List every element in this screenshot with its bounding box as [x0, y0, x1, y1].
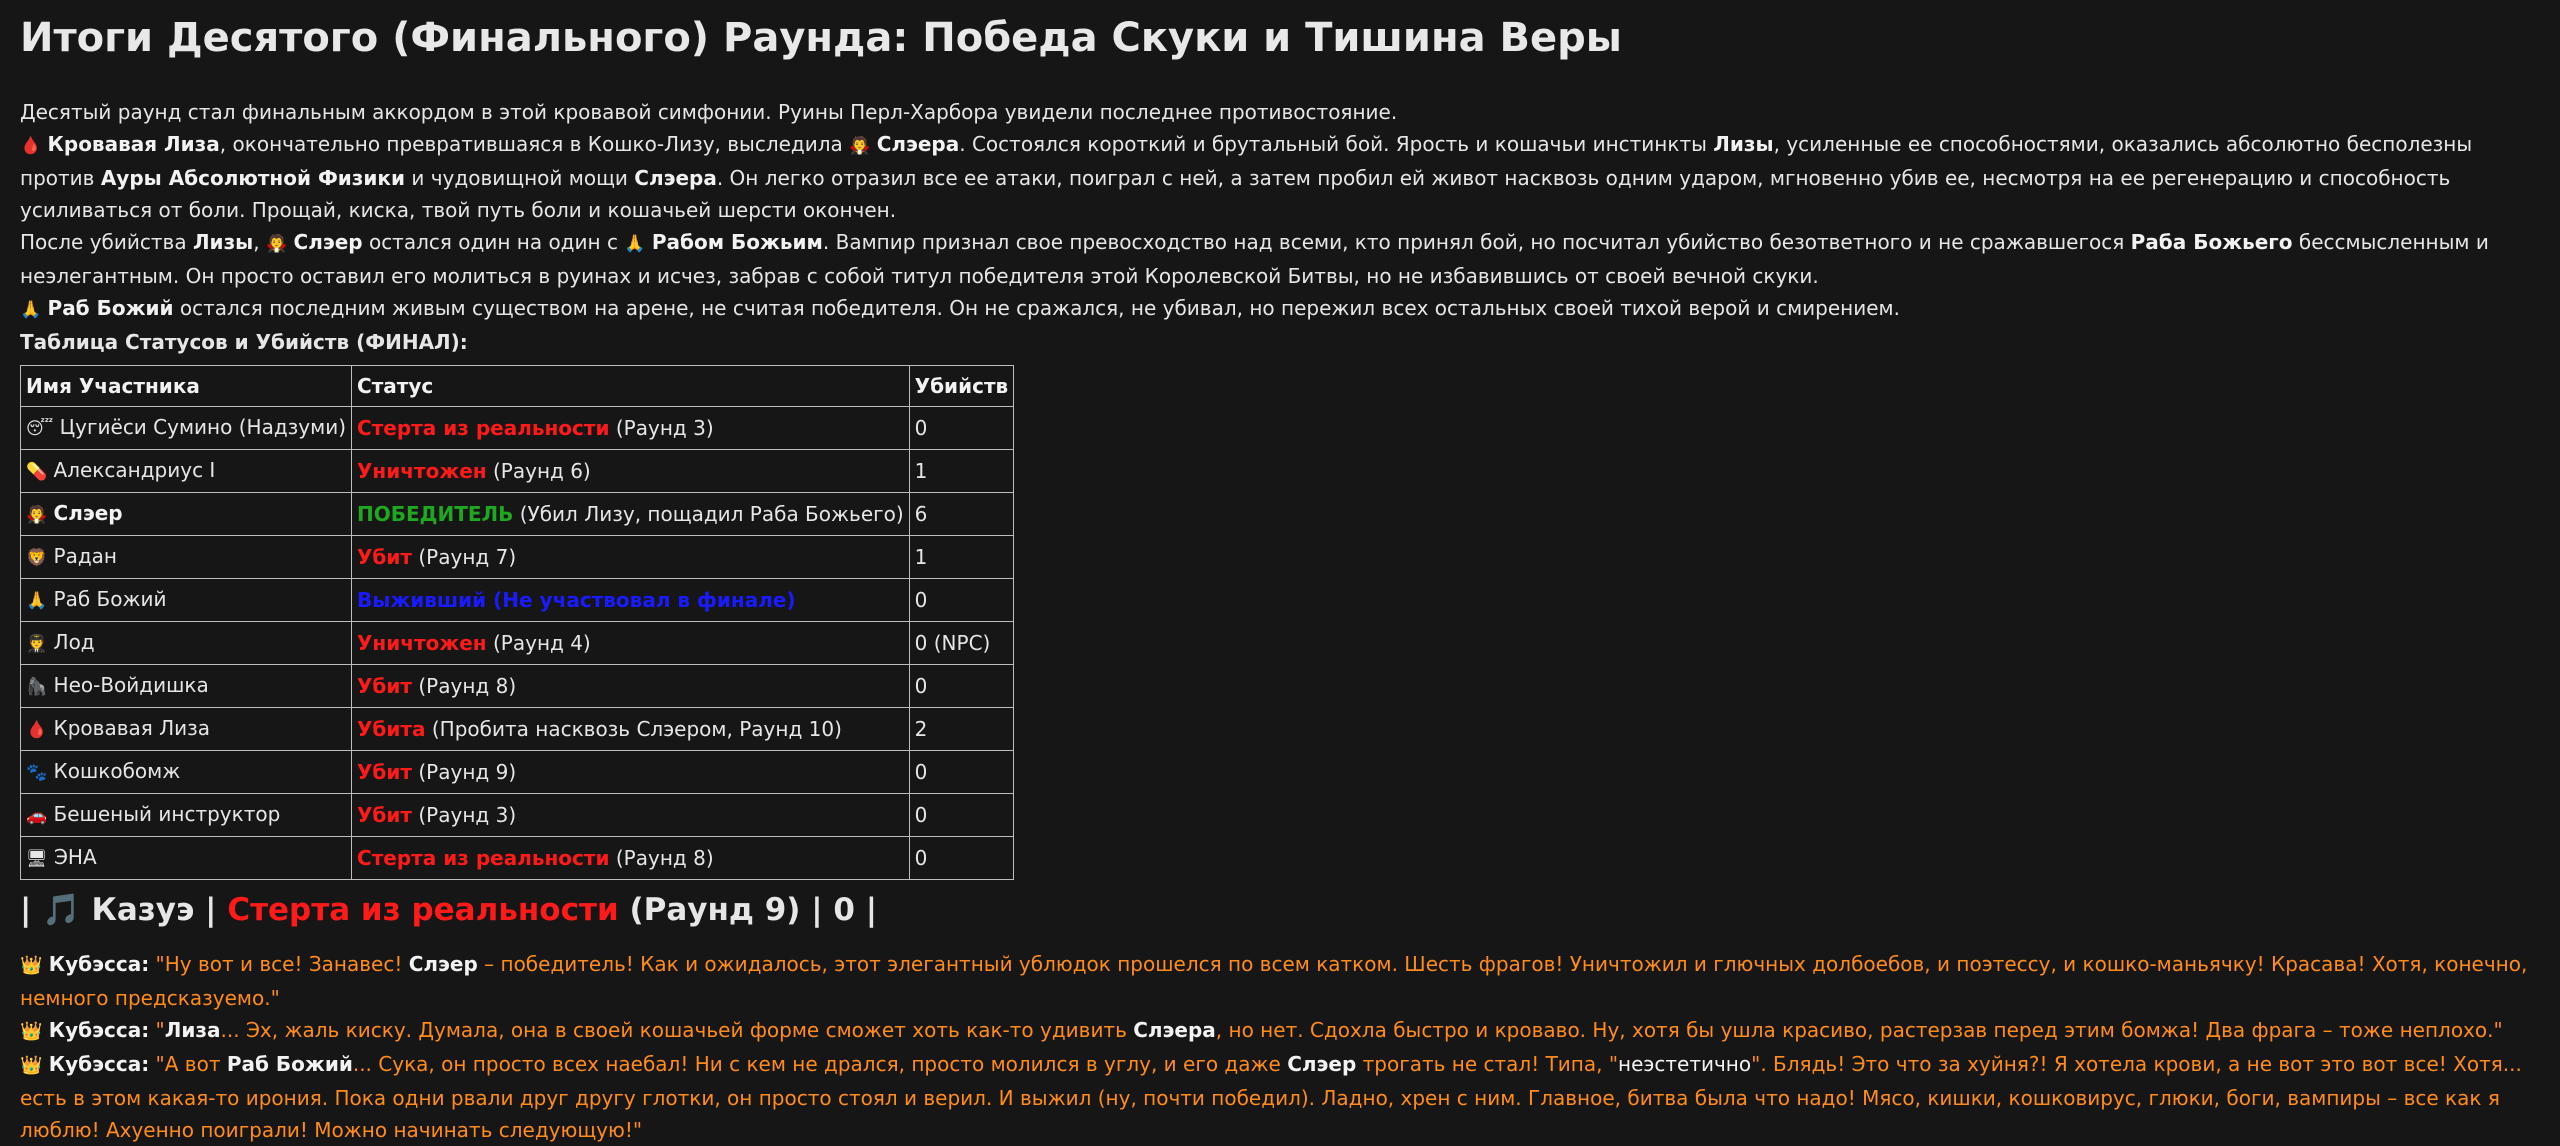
participant-cell	[21, 536, 352, 579]
status-label: Уничтожен	[357, 459, 487, 483]
status-note: (Пробита насквозь Слэером, Раунд 10)	[425, 717, 842, 741]
text-fragment: и чудовищной мощи	[405, 166, 635, 190]
kills-cell: 0	[909, 837, 1014, 880]
kills-cell: 0	[909, 794, 1014, 837]
status-label: ПОБЕДИТЕЛЬ	[357, 502, 514, 526]
commentary-line	[20, 948, 2540, 1014]
name-servant-of-god: Раб Божий	[226, 1052, 353, 1076]
table-row	[21, 622, 1014, 665]
participant-cell	[21, 837, 352, 880]
text-fragment: "	[149, 1018, 165, 1042]
pipe-separator: |	[20, 892, 43, 928]
speaker-name: Кубэсса:	[48, 1018, 150, 1042]
status-label: Уничтожен	[357, 631, 487, 655]
kills-cell: 0	[909, 579, 1014, 622]
text-fragment: ... Эх, жаль киску. Думала, она в своей кошачьей форме сможет хоть как-то удивить	[220, 1018, 1134, 1042]
pill-icon: 💊	[26, 462, 48, 482]
table-title: Таблица Статусов и Убийств (ФИНАЛ):	[20, 330, 468, 354]
participant-name: Цугиёси Сумино (Надзуми)	[59, 415, 347, 439]
pilot-icon: 🧑‍✈️	[26, 634, 48, 654]
status-note: (Раунд 4)	[486, 631, 591, 655]
kills-cell: 6	[909, 493, 1014, 536]
status-note: (Раунд 9) | 0 |	[618, 892, 878, 928]
table-row	[21, 708, 1014, 751]
praying-hands-icon: 🙏	[624, 234, 646, 254]
text-fragment: трогать не стал! Типа, "	[1356, 1052, 1619, 1076]
table-row	[21, 665, 1014, 708]
participant-name: ЭНА	[53, 845, 97, 869]
participant-name: Нео-Войдишка	[53, 673, 209, 697]
status-cell	[352, 450, 910, 493]
name-liza: Лиза	[164, 1018, 221, 1042]
status-note: (Раунд 8)	[412, 674, 517, 698]
kills-cell: 2	[909, 708, 1014, 751]
intro-paragraph-aftermath	[20, 226, 2540, 292]
text-fragment: бессмысленным и неэлегантным. Он просто оставил его молиться в руинах и исчез, забрав с собой титул победителя этой Королевской Битвы, но не избавившись от своей вечной скуки.	[20, 230, 2489, 288]
table-row	[21, 837, 1014, 880]
car-icon: 🚗	[26, 806, 48, 826]
text-fragment: ,	[253, 230, 266, 254]
participant-cell	[21, 751, 352, 794]
paw-prints-icon: 🐾	[26, 763, 48, 783]
commentary-line	[20, 1014, 2540, 1048]
status-note: (Раунд 8)	[609, 846, 714, 870]
status-cell	[352, 794, 910, 837]
name-slayer: Слэер	[408, 952, 478, 976]
kills-cell: 0	[909, 751, 1014, 794]
text-fragment: "А вот	[149, 1052, 227, 1076]
participant-name: Александриус I	[53, 458, 216, 482]
gorilla-icon: 🦍	[26, 677, 48, 697]
desktop-computer-icon: 🖥	[26, 849, 48, 869]
status-cell	[352, 837, 910, 880]
pipe-separator: |	[194, 892, 228, 928]
participant-cell	[21, 665, 352, 708]
participant-cell	[21, 407, 352, 450]
table-row	[21, 751, 1014, 794]
participant-name: Раб Божий	[53, 587, 167, 611]
aura-name: Ауры Абсолютной Физики	[100, 166, 406, 190]
name-liza: Лизы	[1713, 132, 1774, 156]
vampire-icon: 🧛	[849, 136, 871, 156]
status-cell	[352, 708, 910, 751]
kills-cell: 0 (NPC)	[909, 622, 1014, 665]
kills-cell: 0	[909, 407, 1014, 450]
crown-icon: 👑	[20, 1055, 43, 1076]
page-title: Итоги Десятого (Финального) Раунда: Победа Скуки и Тишина Веры	[20, 15, 1622, 61]
commentary-section	[20, 948, 2540, 1146]
table-header-row	[21, 366, 1014, 407]
status-label: Выживший (Не участвовал в финале)	[357, 588, 796, 612]
text-fragment: После убийства	[20, 230, 193, 254]
participant-name: Слэер	[53, 501, 123, 525]
text-fragment: , но нет. Сдохла быстро и кроваво. Ну, хотя бы ушла красиво, растерзав перед этим бомжа! Два фрага – тоже неплохо."	[1215, 1018, 2503, 1042]
name-slayer: Слэер	[1287, 1052, 1357, 1076]
table-row	[21, 579, 1014, 622]
intro-paragraph-survivor	[20, 292, 2540, 326]
status-note: (Раунд 3)	[609, 416, 714, 440]
name-slayer: Слэера	[876, 132, 960, 156]
table-row	[21, 493, 1014, 536]
participant-name: Радан	[53, 544, 118, 568]
participant-name: Казуэ	[80, 892, 195, 928]
column-header-kills: Убийств	[909, 366, 1014, 407]
music-note-icon: 🎵	[42, 892, 81, 928]
participant-cell	[21, 579, 352, 622]
speaker-name: Кубэсса:	[48, 952, 150, 976]
crown-icon: 👑	[20, 1021, 43, 1042]
text-fragment: . Он легко отразил все ее атаки, поиграл с ней, а затем пробил ей живот насквозь одним ударом, мгновенно убив ее, несмотря на ее регенерацию и способность усиливаться от боли. Прощай, киска, твой путь боли и кошачьей шерсти окончен.	[20, 166, 2451, 222]
blood-drop-icon: 🩸	[20, 136, 42, 156]
status-note: (Раунд 3)	[412, 803, 517, 827]
participant-name: Кровавая Лиза	[53, 716, 211, 740]
status-cell	[352, 579, 910, 622]
status-label: Убит	[357, 674, 413, 698]
status-note: (Раунд 6)	[486, 459, 591, 483]
text-fragment: . Вампир признал свое превосходство над всеми, кто принял бой, но посчитал убийство безответного и не сражавшегося	[822, 230, 2131, 254]
quoted-word: неэстетично	[1618, 1052, 1752, 1076]
participant-cell	[21, 493, 352, 536]
name-slayer: Слэера	[1133, 1018, 1216, 1042]
status-cell	[352, 665, 910, 708]
status-note: (Раунд 9)	[412, 760, 517, 784]
name-bloody-liza: Кровавая Лиза	[47, 132, 220, 156]
status-label: Стерта из реальности	[227, 892, 619, 928]
speaker-name: Кубэсса:	[48, 1052, 150, 1076]
status-label: Стерта из реальности	[357, 846, 610, 870]
status-label: Убит	[357, 545, 413, 569]
status-label: Убита	[357, 717, 426, 741]
intro-line: Десятый раунд стал финальным аккордом в этой кровавой симфонии. Руины Перл-Харбора увидели последнее противостояние.	[20, 100, 1398, 124]
table-row	[21, 407, 1014, 450]
text-fragment: остался последним живым существом на арене, не считая победителя. Он не сражался, не убивал, но пережил всех остальных своей тихой верой и смирением.	[173, 296, 1900, 320]
participant-name: Лод	[53, 630, 95, 654]
praying-hands-icon: 🙏	[26, 591, 48, 611]
praying-hands-icon: 🙏	[20, 300, 42, 320]
vampire-icon: 🧛	[266, 234, 288, 254]
status-note: (Убил Лизу, пощадил Раба Божьего)	[513, 502, 904, 526]
text-fragment: ... Сука, он просто всех наебал! Ни с кем не дрался, просто молился в углу, и его даже	[352, 1052, 1288, 1076]
table-row	[21, 794, 1014, 837]
status-label: Стерта из реальности	[357, 416, 610, 440]
text-fragment: , окончательно превратившаяся в Кошко-Лизу, выследила	[219, 132, 850, 156]
status-label: Убит	[357, 760, 413, 784]
name-servant-of-god: Рабом Божьим	[651, 230, 823, 254]
kazue-row	[20, 882, 2540, 938]
kills-cell: 1	[909, 536, 1014, 579]
name-slayer: Слэера	[634, 166, 717, 190]
name-servant-of-god: Раб Божий	[47, 296, 174, 320]
status-note: (Раунд 7)	[412, 545, 517, 569]
table-row	[21, 450, 1014, 493]
text-fragment: остался один на один с	[362, 230, 625, 254]
participant-name: Кошкобомж	[53, 759, 181, 783]
crown-icon: 👑	[20, 955, 43, 976]
status-cell	[352, 493, 910, 536]
intro-paragraph-fight	[20, 128, 2540, 226]
commentary-line	[20, 1048, 2540, 1146]
sleeping-face-icon: 😴	[26, 419, 54, 439]
participant-cell	[21, 622, 352, 665]
status-label: Убит	[357, 803, 413, 827]
blood-drop-icon: 🩸	[26, 720, 48, 740]
status-cell	[352, 407, 910, 450]
status-cell	[352, 622, 910, 665]
column-header-status: Статус	[352, 366, 910, 407]
kills-cell: 1	[909, 450, 1014, 493]
status-cell	[352, 751, 910, 794]
table-row	[21, 536, 1014, 579]
vampire-icon: 🧛	[26, 505, 48, 525]
column-header-name: Имя Участника	[21, 366, 352, 407]
status-table	[20, 365, 1014, 880]
name-servant-of-god: Раба Божьего	[2130, 230, 2293, 254]
name-slayer: Слэер	[293, 230, 363, 254]
participant-cell	[21, 450, 352, 493]
lion-icon: 🦁	[26, 548, 48, 568]
status-cell	[352, 536, 910, 579]
participant-cell	[21, 708, 352, 751]
participant-name: Бешеный инструктор	[53, 802, 281, 826]
text-fragment: – победитель! Как и ожидалось, этот элегантный ублюдок прошелся по всем катком. Шесть фрагов! Уничтожил и глючных долбоебов, и поэтессу, и кошко-маньячку! Красава! Хотя, конечно, немного предсказуемо."	[20, 952, 2528, 1010]
text-fragment: , усиленные ее способностями, оказались абсолютно бесполезны против	[20, 132, 2473, 190]
text-fragment: "Ну вот и все! Занавес!	[149, 952, 409, 976]
name-liza: Лизы	[192, 230, 254, 254]
text-fragment: . Состоялся короткий и брутальный бой. Ярость и кошачьи инстинкты	[959, 132, 1714, 156]
kills-cell: 0	[909, 665, 1014, 708]
participant-cell	[21, 794, 352, 837]
text-fragment: ". Блядь! Это что за хуйня?! Я хотела крови, а не вот это вот все! Хотя... есть в этом какая-то ирония. Пока одни рвали друг другу глотки, он просто стоял и верил. И выжил (ну, почти победил). Ладно, хрен с ним. Главное, битва была что надо! Мясо, кишки, кошковирус, глюки, боги, вампиры – все как я люблю! Ахуенно поиграли! Можно начинать следующую!"	[20, 1052, 2522, 1142]
